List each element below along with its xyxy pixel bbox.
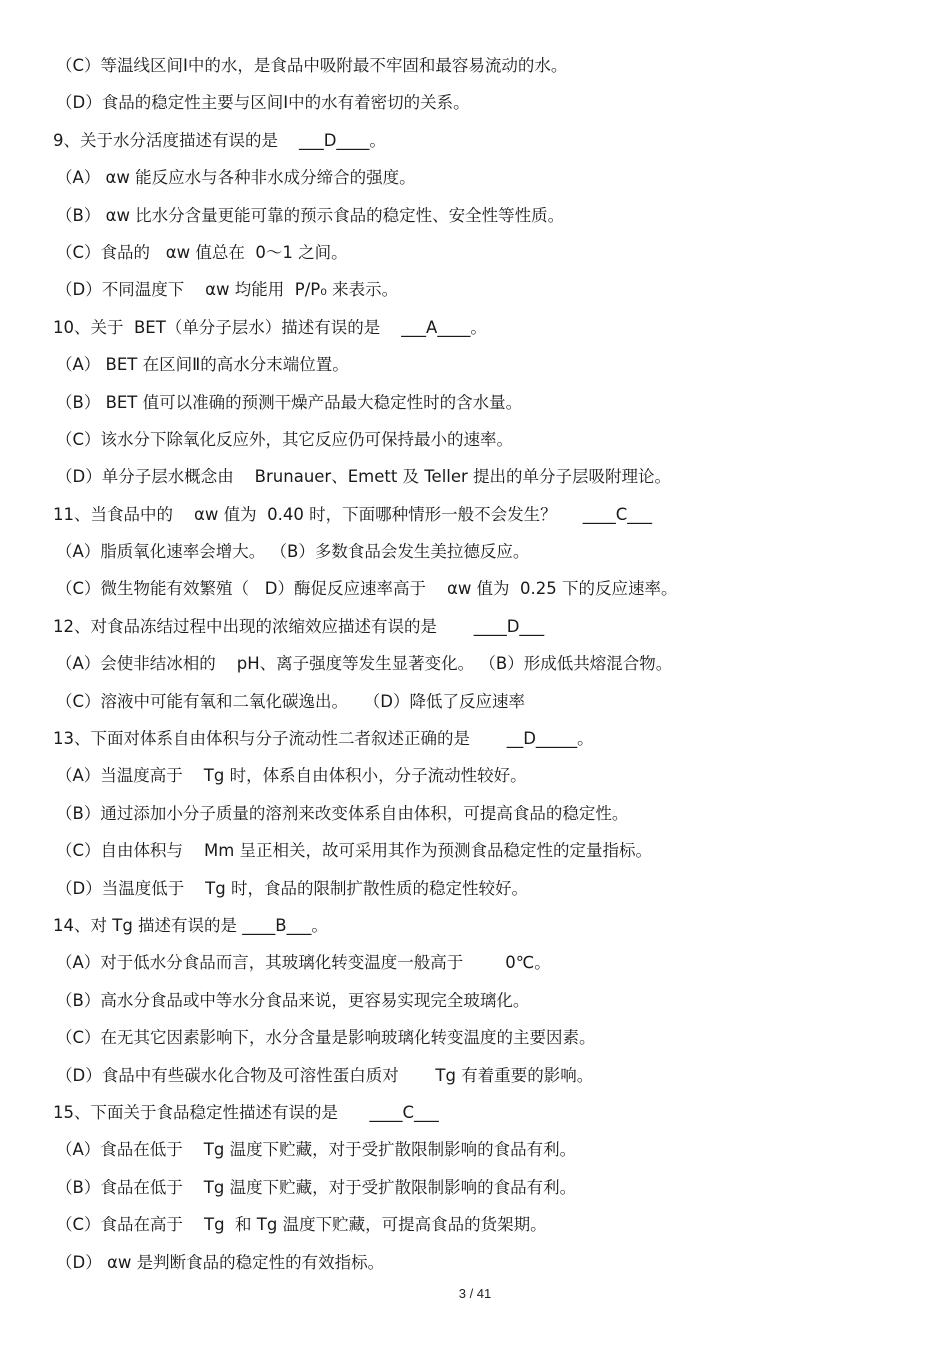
option-line: （C）微生物能有效繁殖（ D）酶促反应速率高于 αw 值为 0.25 下的反应速率。 [56,579,678,599]
question-13: 13、下面对体系自由体积与分子流动性二者叙述正确的是 __D_____。 [53,729,594,749]
option-line: （C）自由体积与 Mm 呈正相关，故可采用其作为预测食品稳定性的定量指标。 [56,841,653,861]
option-line: （A） BET 在区间Ⅱ的高水分末端位置。 [56,355,349,375]
option-line: （D）不同温度下 αw 均能用 P/P₀ 来表示。 [56,280,399,300]
option-line: （D）单分子层水概念由 Brunauer、Emett 及 Teller 提出的单分子层吸附理论。 [56,467,672,487]
question-15: 15、下面关于食品稳定性描述有误的是 ____C___ [53,1102,439,1122]
page-content [53,51,916,1285]
option-line: （C）食品在高于 Tg 和 Tg 温度下贮藏，可提高食品的货架期。 [56,1215,547,1235]
option-line: （A）当温度高于 Tg 时，体系自由体积小，分子流动性较好。 [56,766,527,786]
option-line: （A） αw 能反应水与各种非水成分缔合的强度。 [56,168,416,188]
option-line: （B）通过添加小分子质量的溶剂来改变体系自由体积，可提高食品的稳定性。 [56,803,629,823]
question-14: 14、对 Tg 描述有误的是 ____B___。 [53,915,328,935]
question-9: 9、关于水分活度描述有误的是 ___D____。 [53,130,386,150]
text-line: （D）食品的稳定性主要与区间Ⅰ中的水有着密切的关系。 [56,93,470,113]
option-line: （B） BET 值可以准确的预测干燥产品最大稳定性时的含水量。 [56,392,523,412]
option-line: （C）该水分下除氧化反应外，其它反应仍可保持最小的速率。 [56,429,514,449]
option-line: （D）食品中有些碳水化合物及可溶性蛋白质对 Tg 有着重要的影响。 [56,1065,594,1085]
option-line: （B）高水分食品或中等水分食品来说，更容易实现完全玻璃化。 [56,990,530,1010]
option-line: （A）脂质氧化速率会增大。 （B）多数食品会发生美拉德反应。 [56,542,530,562]
option-line: （D）当温度低于 Tg 时，食品的限制扩散性质的稳定性较好。 [56,878,528,898]
question-10: 10、关于 BET（单分子层水）描述有误的是 ___A____。 [53,317,487,337]
page-number: 3 / 41 [458,1286,492,1301]
option-line: （C）在无其它因素影响下，水分含量是影响玻璃化转变温度的主要因素。 [56,1028,596,1048]
option-line: （C）食品的 αw 值总在 0～1 之间。 [56,242,348,262]
text-line: （C）等温线区间Ⅰ中的水，是食品中吸附最不牢固和最容易流动的水。 [56,56,568,75]
option-line: （A）食品在低于 Tg 温度下贮藏，对于受扩散限制影响的食品有利。 [56,1140,577,1160]
option-line: （D） αw 是判断食品的稳定性的有效指标。 [56,1252,385,1272]
option-line: （A）对于低水分食品而言，其玻璃化转变温度一般高于 0℃。 [56,953,551,973]
option-line: （C）溶液中可能有氧和二氧化碳逸出。 （D）降低了反应速率 [56,691,525,711]
option-line: （B） αw 比水分含量更能可靠的预示食品的稳定性、安全性等性质。 [56,205,565,225]
question-12: 12、对食品冻结过程中出现的浓缩效应描述有误的是 ____D___ [53,616,545,636]
option-line: （B）食品在低于 Tg 温度下贮藏，对于受扩散限制影响的食品有利。 [56,1177,577,1197]
question-11: 11、当食品中的 αw 值为 0.40 时，下面哪种情形一般不会发生？ ____C___ [53,504,653,524]
option-line: （A）会使非结冰相的 pH、离子强度等发生显著变化。 （B）形成低共熔混合物。 [56,654,673,674]
